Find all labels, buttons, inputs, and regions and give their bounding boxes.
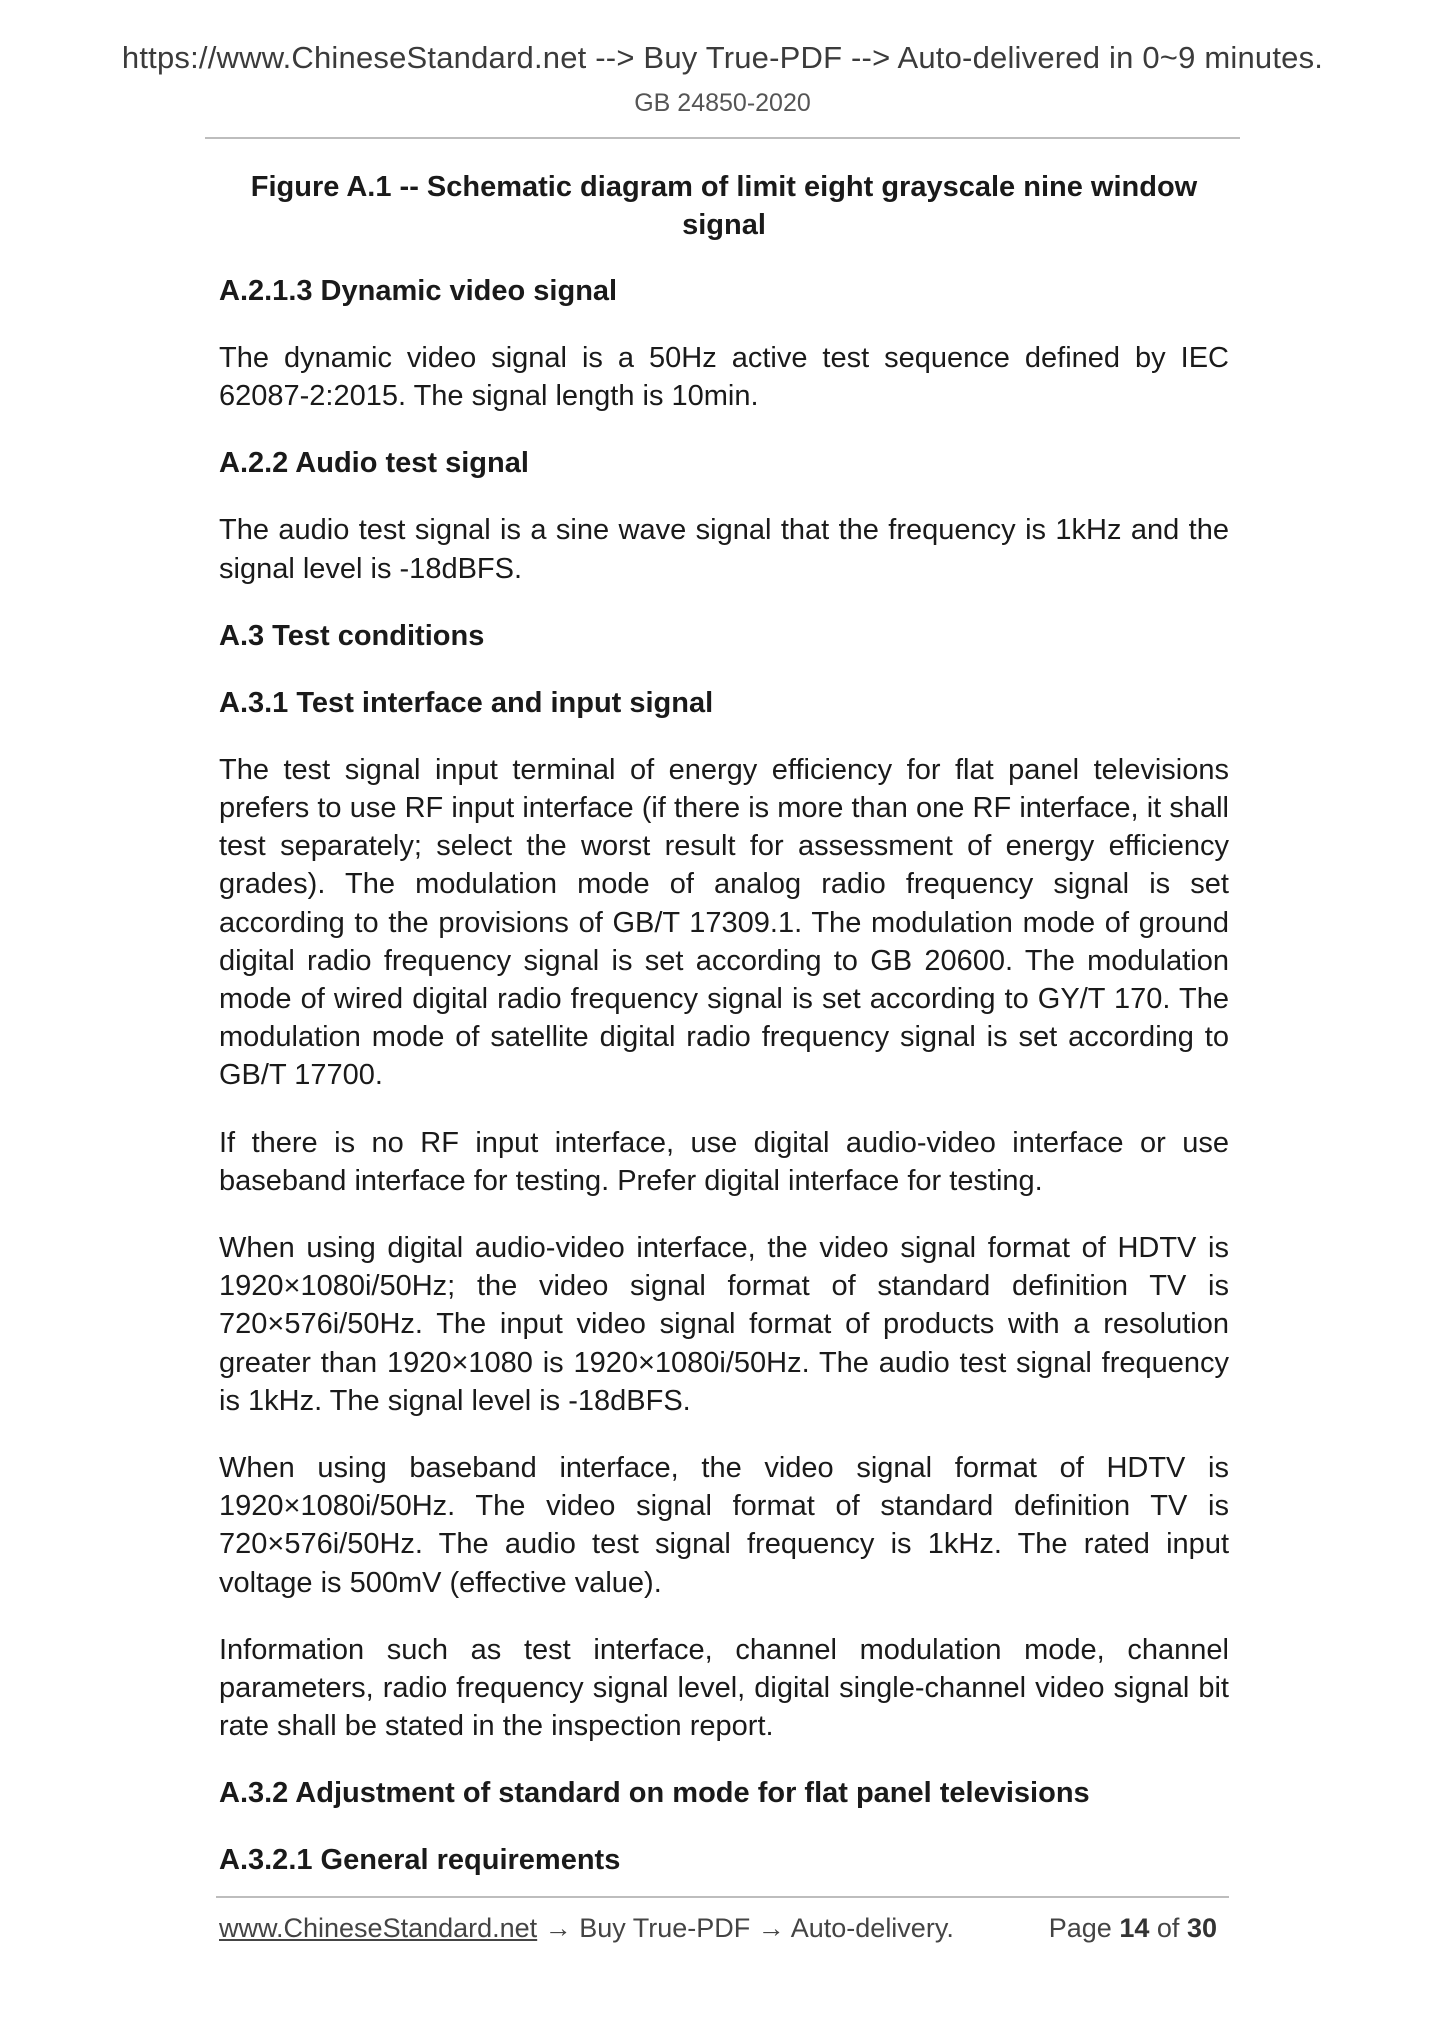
paragraph-a31-3: When using digital audio-video interface, the video signal format of HDTV is 1920×1080i/50Hz; the video signal format of standard definition TV is 720×576i/50Hz. The input video signal format of products with a resolution greater than 1920×1080 is 1920×1080i/50Hz. The audio test signal frequency is 1kHz. The signal level is -18dBFS.	[219, 1232, 1229, 1417]
current-page: 14	[1119, 1913, 1150, 1943]
page-number-indicator	[1049, 1913, 1217, 1944]
footer-left	[219, 1913, 954, 1944]
paragraph-a22: The audio test signal is a sine wave signal that the frequency is 1kHz and the signal level is -18dBFS.	[219, 514, 1229, 585]
paragraph-a213: The dynamic video signal is a 50Hz active test sequence defined by IEC 62087-2:2015. The signal length is 10min.	[219, 342, 1229, 413]
header-url-banner: https://www.ChineseStandard.net --> Buy True-PDF --> Auto-delivered in 0~9 minutes.	[121, 40, 1324, 75]
footer-site-link[interactable]: www.ChineseStandard.net	[219, 1913, 538, 1943]
paragraph-a31-4: When using baseband interface, the video signal format of HDTV is 1920×1080i/50Hz. The video signal format of standard definition TV is 720×576i/50Hz. The audio test signal frequency is 1kHz. The rated input voltage is 500mV (effective value).	[219, 1452, 1229, 1599]
of-label: of	[1156, 1913, 1180, 1943]
heading-a31: A.3.1 Test interface and input signal	[219, 686, 714, 719]
heading-a32: A.3.2 Adjustment of standard on mode for flat panel televisions	[219, 1777, 1090, 1810]
footer-tagline: → Buy True-PDF → Auto-delivery.	[537, 1913, 954, 1943]
header-divider	[205, 137, 1240, 139]
paragraph-a31-5: Information such as test interface, channel modulation mode, channel parameters, radio frequency signal level, digital single-channel video signal bit rate shall be stated in the inspection report.	[219, 1633, 1229, 1743]
heading-a213: A.2.1.3 Dynamic video signal	[219, 275, 618, 307]
heading-a22: A.2.2 Audio test signal	[219, 447, 529, 480]
header-standard-code: GB 24850-2020	[634, 89, 811, 117]
figure-caption: Figure A.1 -- Schematic diagram of limit eight grayscale nine window signal	[250, 171, 1198, 241]
total-pages: 30	[1186, 1913, 1217, 1943]
footer-divider	[216, 1896, 1229, 1898]
document-body	[219, 168, 1229, 1908]
heading-a321: A.3.2.1 General requirements	[219, 1844, 621, 1877]
page-label: Page	[1048, 1913, 1112, 1943]
paragraph-a31-1: The test signal input terminal of energy efficiency for flat panel televisions prefers to use RF input interface (if there is more than one RF interface, it shall test separately; select the worst result for assessment of energy efficiency grades). The modulation mode of analog radio frequency signal is set according to the provisions of GB/T 17309.1. The modulation mode of ground digital radio frequency signal is set according to GB 20600. The modulation mode of wired digital radio frequency signal is set according to GY/T 170. The modulation mode of satellite digital radio frequency signal is set according to GB/T 17700.	[219, 753, 1229, 1092]
heading-a3: A.3 Test conditions	[219, 619, 485, 652]
paragraph-a31-2: If there is no RF input interface, use digital audio-video interface or use baseband interface for testing. Prefer digital interface for testing.	[219, 1126, 1229, 1197]
